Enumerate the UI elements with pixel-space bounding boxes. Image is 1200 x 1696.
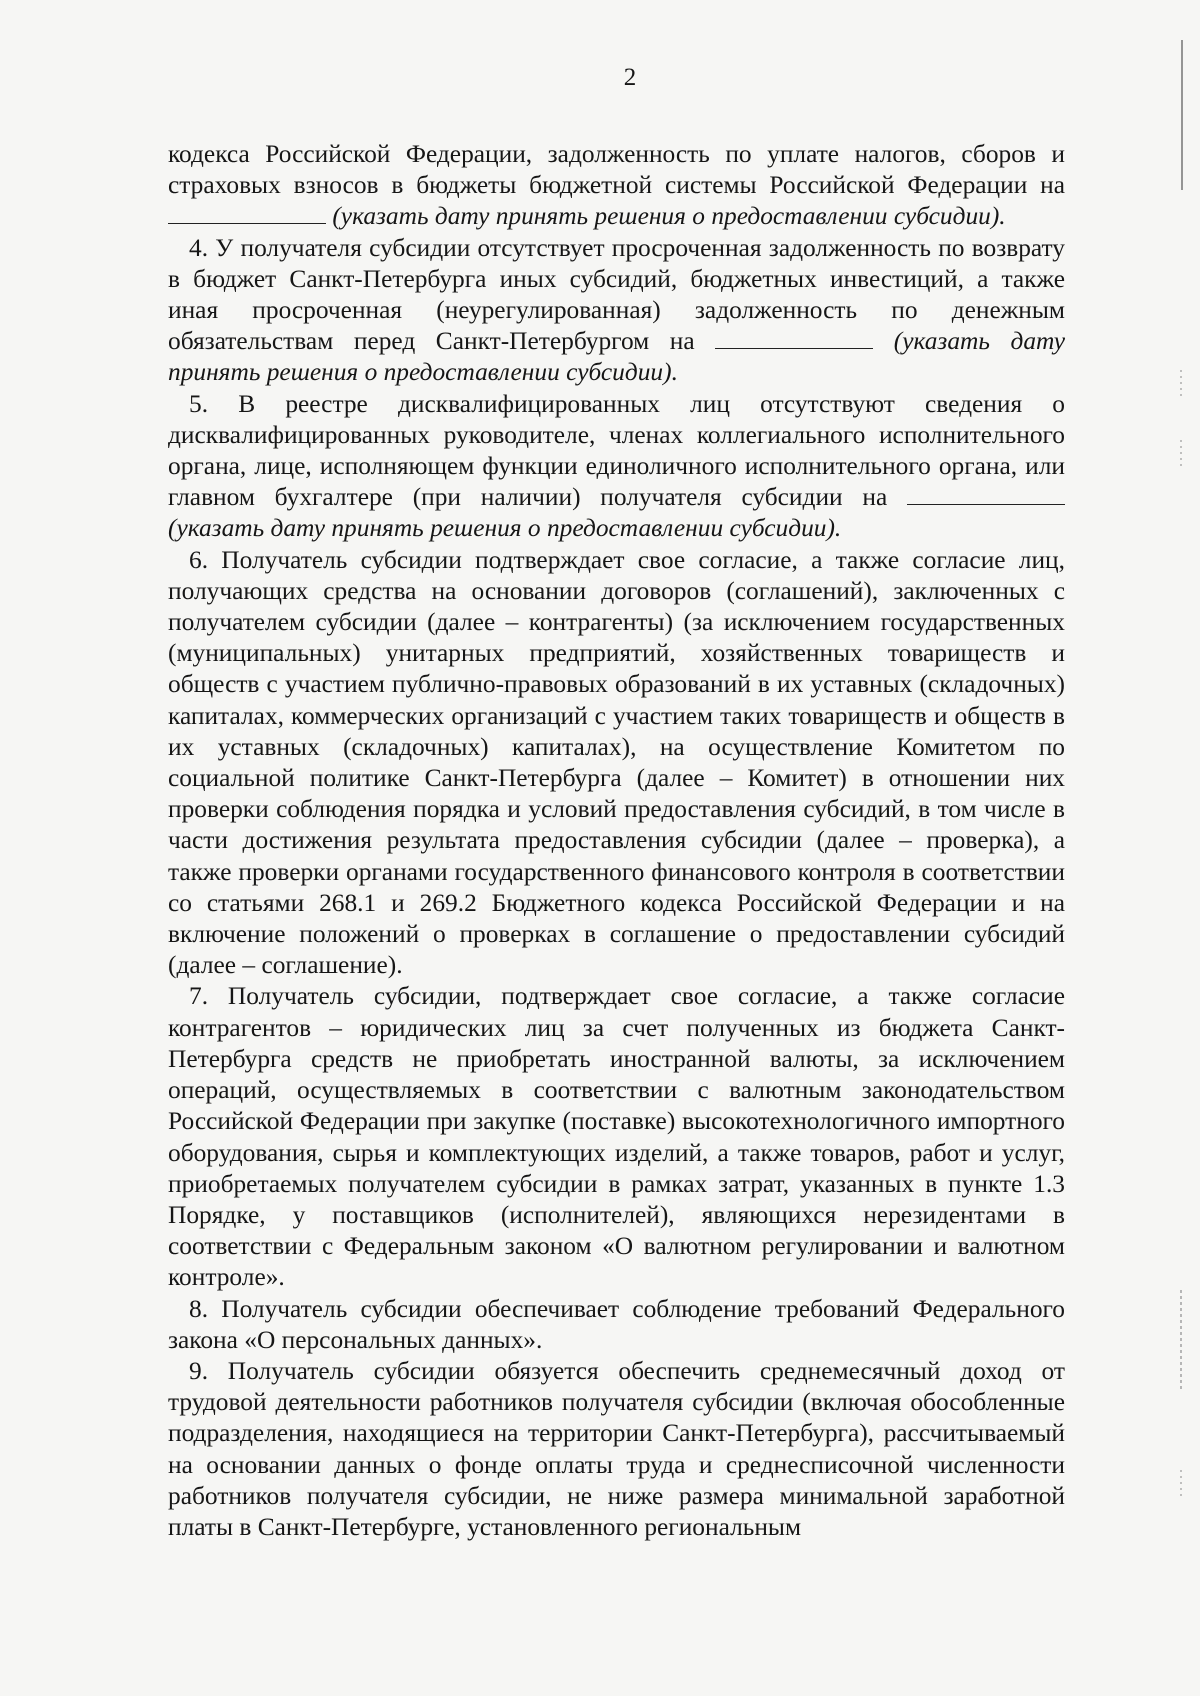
- date-blank-line: [715, 329, 873, 349]
- italic-note: (указать дату принять решения о предоставлении субсидии).: [326, 202, 1006, 231]
- paragraph-3-continuation: кодекса Российской Федерации, задолженность по уплате налогов, сборов и страховых взносов в бюджеты бюджетной системы Российской Федерации на (указать дату принять решения о предоставлении субсидии).: [168, 140, 1065, 231]
- scan-margin-marks: [1170, 0, 1200, 1696]
- italic-note: (указать дату принять решения о предоставлении субсидии).: [168, 327, 1065, 387]
- date-blank-line: [168, 204, 326, 224]
- date-blank-line: [907, 485, 1065, 505]
- page-number: 2: [623, 64, 637, 91]
- paragraph-4: 4. У получателя субсидии отсутствует просроченная задолженность по возврату в бюджет Санкт-Петербурга иных субсидий, бюджетных инвестиций, а также иная просроченная (неурегулированная) задолженность по денежным обязательствам перед Санкт-Петербургом на (указать дату принять решения о предоставлении субсидии).: [168, 233, 1065, 387]
- paragraph-9: 9. Получатель субсидии обязуется обеспечить среднемесячный доход от трудовой деятельности работников получателя субсидии (включая обособленные подразделения, находящиеся на территории Санкт-Петербурга), рассчитываемый на основании данных о фонде оплаты труда и среднесписочной численности работников получателя субсидии, не ниже размера минимальной заработной платы в Санкт-Петербурге, установленного региональным: [168, 1356, 1065, 1541]
- italic-note: (указать дату принять решения о предоставлении субсидии).: [168, 514, 842, 543]
- paragraph-7: 7. Получатель субсидии, подтверждает свое согласие, а также согласие контрагентов – юридических лиц за счет полученных из бюджета Санкт-Петербурга средств не приобретать иностранной валюты, за исключением операций, осуществляемых в соответствии с валютным законодательством Российской Федерации при закупке (поставке) высокотехнологичного импортного оборудования, сырья и комплектующих изделий, а также товаров, работ и услуг, приобретаемых получателем субсидии в рамках затрат, указанных в пункте 1.3 Порядке, у поставщиков (исполнителей), являющихся нерезидентами в соответствии с Федеральным законом «О валютном регулировании и валютном контроле».: [168, 982, 1065, 1292]
- document-body: [168, 139, 1065, 1543]
- paragraph-5: 5. В реестре дисквалифицированных лиц отсутствуют сведения о дисквалифицированных руководителе, членах коллегиального исполнительного органа, лице, исполняющем функции единоличного исполнительного органа, или главном бухгалтере (при наличии) получателя субсидии на (указать дату принять решения о предоставлении субсидии).: [168, 389, 1065, 543]
- paragraph-8: 8. Получатель субсидии обеспечивает соблюдение требований Федерального закона «О персональных данных».: [168, 1294, 1065, 1354]
- paragraph-6: 6. Получатель субсидии подтверждает свое согласие, а также согласие лиц, получающих средства на основании договоров (соглашений), заключенных с получателем субсидии (далее – контрагенты) (за исключением государственных (муниципальных) унитарных предприятий, хозяйственных товариществ и обществ с участием публично-правовых образований в их уставных (складочных) капиталах, коммерческих организаций с участием таких товариществ и обществ в их уставных (складочных) капиталах), на осуществление Комитетом по социальной политике Санкт-Петербурга (далее – Комитет) в отношении них проверки соблюдения порядка и условий предоставления субсидий, в том числе в части достижения результата предоставления субсидии (далее – проверка), а также проверки органами государственного финансового контроля в соответствии со статьями 268.1 и 269.2 Бюджетного кодекса Российской Федерации и на включение положений о проверках в соглашение о предоставлении субсидий (далее – соглашение).: [168, 545, 1065, 980]
